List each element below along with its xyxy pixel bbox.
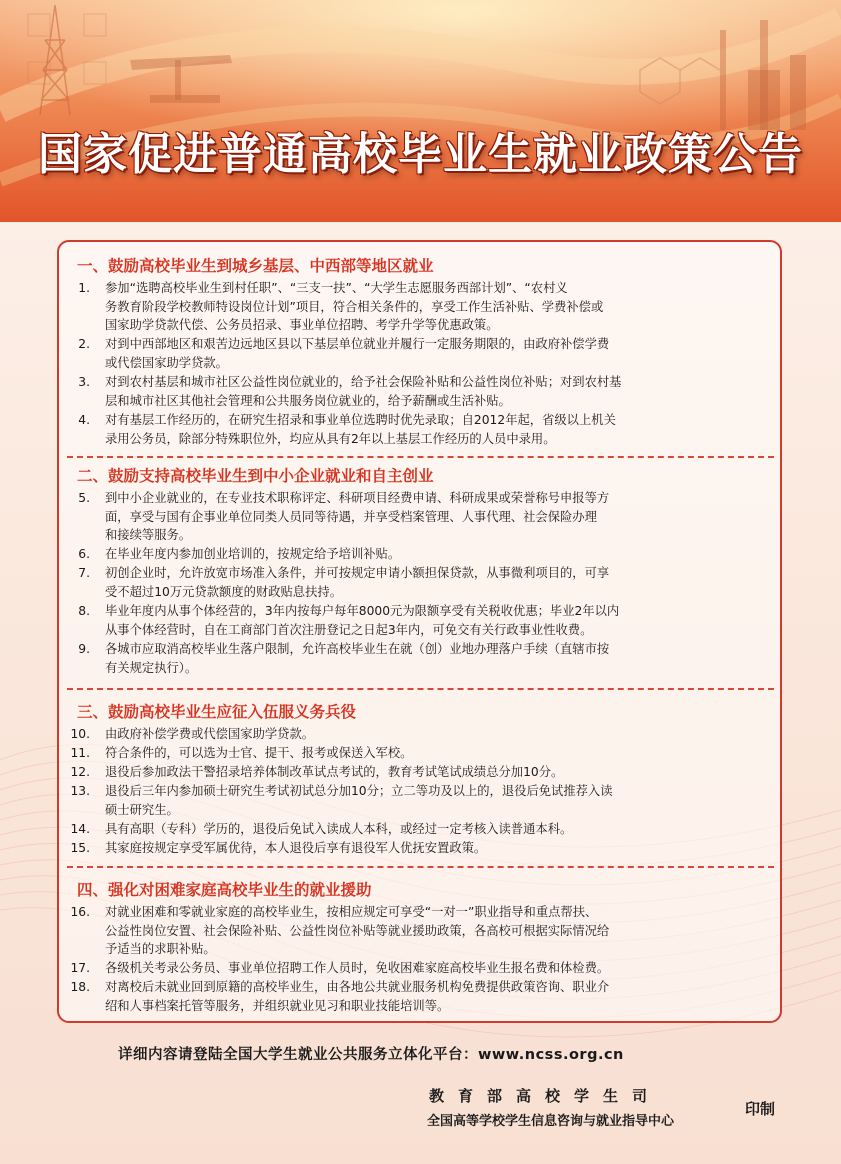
item-number: 11. [70, 746, 90, 760]
item-number: 7. [78, 566, 90, 580]
issuer-center: 全国高等学校学生信息咨询与就业指导中心 [427, 1114, 675, 1129]
item-number: 15. [70, 841, 90, 855]
item-line: 各城市应取消高校毕业生落户限制，允许高校毕业生在就（创）业地办理落户手续（直辖市按 [105, 642, 610, 656]
item-line: 硕士研究生。 [105, 802, 179, 817]
item-line: 予适当的求职补贴。 [105, 942, 216, 957]
item-line: 有关规定执行）。 [105, 660, 198, 675]
item-line: 在毕业年度内参加创业培训的，按规定给予培训补贴。 [105, 547, 401, 561]
item-text [105, 545, 767, 564]
item-line: 受不超过10万元贷款额度的财政贴息扶持。 [105, 584, 342, 599]
item-line: 对到农村基层和城市社区公益性岗位就业的，给予社会保险补贴和公益性岗位补贴；对到农村基 [105, 375, 622, 389]
item-text [105, 903, 767, 959]
item-line: 具有高职（专科）学历的，退役后免试入读成人本科，或经过一定考核入读普通本科。 [105, 822, 573, 836]
item-text [105, 335, 767, 372]
item-number: 12. [70, 765, 90, 779]
item-number: 3. [78, 375, 90, 389]
item-text [105, 744, 767, 763]
item-line: 各级机关考录公务员、事业单位招聘工作人员时，免收困难家庭高校毕业生报名费和体检费。 [105, 961, 610, 975]
header-banner [0, 0, 841, 222]
page-title: 国家促进普通高校毕业生就业政策公告 [38, 129, 803, 180]
banner-decoration [0, 0, 841, 222]
item-line: 由政府补偿学费或代偿国家助学贷款。 [105, 727, 315, 741]
issuer-department: 教育部高校学生司 [429, 1087, 662, 1105]
item-text [105, 279, 767, 335]
item-line: 录用公务员，除部分特殊职位外，均应从具有2年以上基层工作经历的人员中录用。 [105, 431, 556, 446]
item-line: 其家庭按规定享受军属优待，本人退役后享有退役军人优抚安置政策。 [105, 841, 487, 855]
item-text [105, 373, 767, 410]
item-number: 1. [78, 281, 90, 295]
item-text [105, 564, 767, 601]
item-number: 16. [70, 905, 90, 919]
item-line: 对到中西部地区和艰苦边远地区县以下基层单位就业并履行一定服务期限的，由政府补偿学费 [105, 337, 610, 351]
item-number: 14. [70, 822, 90, 836]
item-line: 面，享受与国有企事业单位同类人员同等待遇，并享受档案管理、人事代理、社会保险办理 [105, 509, 597, 524]
item-text [105, 782, 767, 819]
item-number: 18. [70, 980, 90, 994]
section-heading-4: 四、强化对困难家庭高校毕业生的就业援助 [77, 881, 372, 899]
item-number: 2. [78, 337, 90, 351]
item-line: 层和城市社区其他社会管理和公共服务岗位就业的，给予薪酬或生活补贴。 [105, 393, 511, 408]
item-line: 对就业困难和零就业家庭的高校毕业生，按相应规定可享受“一对一”职业指导和重点帮扶、 [105, 905, 598, 919]
item-text [105, 839, 767, 858]
item-line: 退役后三年内参加硕士研究生考试初试总分加10分；立二等功及以上的，退役后免试推荐入读 [105, 784, 613, 798]
item-number: 4. [78, 413, 90, 427]
item-text [105, 820, 767, 839]
item-text [105, 959, 767, 978]
item-number: 8. [78, 604, 90, 618]
item-line: 参加“选聘高校毕业生到村任职”、“三支一扶”、“大学生志愿服务西部计划”、“农村义 [105, 281, 568, 295]
item-text [105, 640, 767, 677]
printed-label: 印制 [745, 1100, 776, 1118]
item-line: 到中小企业就业的，在专业技术职称评定、科研项目经费申请、科研成果或荣誉称号申报等方 [105, 491, 610, 505]
section-heading-3: 三、鼓励高校毕业生应征入伍服义务兵役 [77, 703, 357, 721]
item-line: 符合条件的，可以选为士官、提干、报考或保送入军校。 [105, 746, 413, 760]
item-text [105, 602, 767, 639]
item-line: 国家助学贷款代偿、公务员招录、事业单位招聘、考学升学等优惠政策。 [105, 318, 499, 333]
item-line: 务教育阶段学校教师特设岗位计划”项目，符合相关条件的，享受工作生活补贴、学费补偿或 [105, 299, 604, 314]
item-number: 13. [70, 784, 90, 798]
item-text [105, 763, 767, 782]
item-line: 或代偿国家助学贷款。 [105, 355, 228, 370]
item-line: 从事个体经营时，自在工商部门首次注册登记之日起3年内，可免交有关行政事业性收费。 [105, 622, 593, 637]
item-line: 绍和人事档案托管等服务，并组织就业见习和职业技能培训等。 [105, 998, 450, 1013]
item-line: 初创企业时，允许放宽市场准入条件，并可按规定申请小额担保贷款，从事微利项目的，可享 [105, 566, 610, 580]
section-divider [67, 688, 774, 690]
item-text [105, 411, 767, 448]
item-number: 5. [78, 491, 90, 505]
item-line: 对离校后未就业回到原籍的高校毕业生，由各地公共就业服务机构免费提供政策咨询、职业介 [105, 980, 610, 994]
policy-card [57, 240, 782, 1023]
item-line: 退役后参加政法干警招录培养体制改革试点考试的，教育考试笔试成绩总分加10分。 [105, 765, 564, 779]
item-line: 对有基层工作经历的，在研究生招录和事业单位选聘时优先录取；自2012年起，省级以上机关 [105, 413, 616, 427]
item-text [105, 978, 767, 1015]
section-divider [67, 456, 774, 458]
item-line: 公益性岗位安置、社会保险补贴、公益性岗位补贴等就业援助政策，各高校可根据实际情况给 [105, 923, 610, 938]
item-number: 9. [78, 642, 90, 656]
item-line: 毕业年度内从事个体经营的，3年内按每户每年8000元为限额享受有关税收优惠；毕业2年以内 [105, 604, 620, 618]
item-number: 6. [78, 547, 90, 561]
website-notice: 详细内容请登陆全国大学生就业公共服务立体化平台：www.ncss.org.cn [118, 1047, 624, 1063]
item-text [105, 489, 767, 545]
item-line: 和接续等服务。 [105, 528, 192, 543]
item-number: 10. [70, 727, 90, 741]
item-text [105, 725, 767, 744]
section-heading-2: 二、鼓励支持高校毕业生到中小企业就业和自主创业 [77, 467, 434, 485]
item-number: 17. [70, 961, 90, 975]
section-heading-1: 一、鼓励高校毕业生到城乡基层、中西部等地区就业 [77, 257, 434, 275]
section-divider [67, 866, 774, 868]
